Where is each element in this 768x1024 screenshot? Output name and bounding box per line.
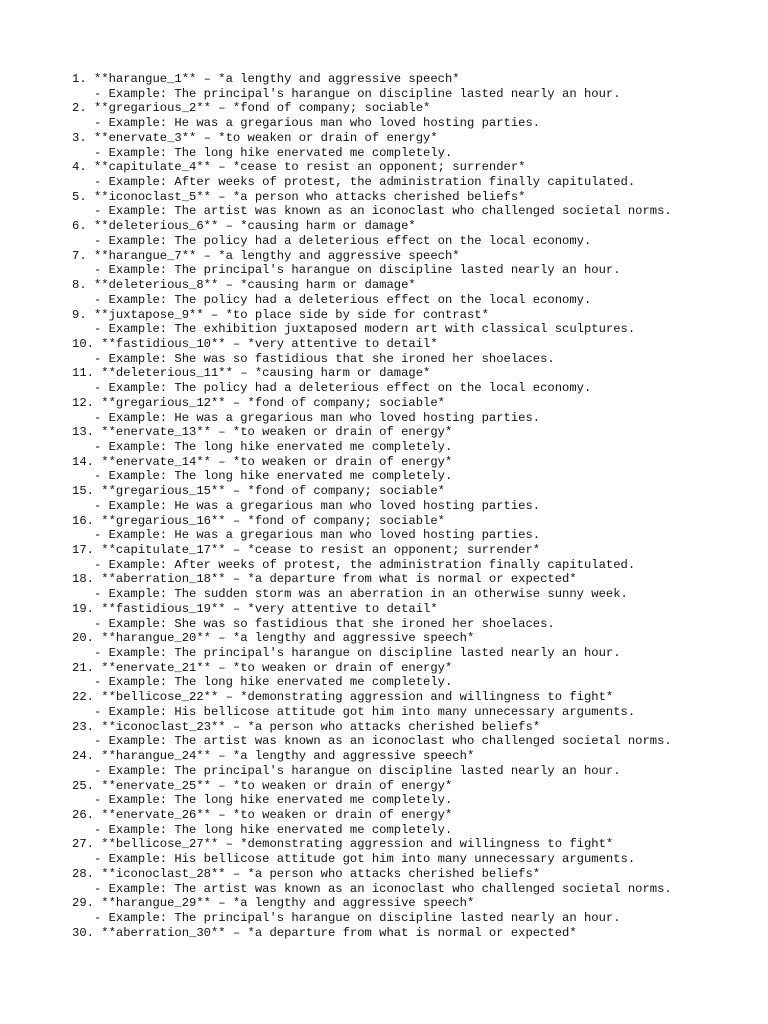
example-line: - Example: The artist was known as an iconoclast who challenged societal norms. bbox=[72, 734, 672, 749]
example-line: - Example: The exhibition juxtaposed modern art with classical sculptures. bbox=[72, 322, 636, 337]
example-line: - Example: He was a gregarious man who loved hosting parties. bbox=[72, 528, 541, 543]
term-line: 6. **deleterious_6** – *causing harm or damage* bbox=[72, 219, 416, 234]
example-line: - Example: The long hike enervated me completely. bbox=[72, 469, 453, 484]
term-line: 13. **enervate_13** – *to weaken or drain of energy* bbox=[72, 425, 453, 440]
example-line: - Example: After weeks of protest, the administration finally capitulated. bbox=[72, 557, 636, 572]
term-line: 15. **gregarious_15** – *fond of company; sociable* bbox=[72, 484, 445, 499]
term-line: 20. **harangue_20** – *a lengthy and aggressive speech* bbox=[72, 631, 475, 646]
term-line: 21. **enervate_21** – *to weaken or drain of energy* bbox=[72, 660, 453, 675]
term-line: 3. **enervate_3** – *to weaken or drain of energy* bbox=[72, 130, 438, 145]
term-line: 8. **deleterious_8** – *causing harm or damage* bbox=[72, 278, 416, 293]
example-line: - Example: The sudden storm was an aberration in an otherwise sunny week. bbox=[72, 587, 628, 602]
example-line: - Example: His bellicose attitude got him into many unnecessary arguments. bbox=[72, 852, 636, 867]
term-line: 7. **harangue_7** – *a lengthy and aggressive speech* bbox=[72, 248, 460, 263]
example-line: - Example: She was so fastidious that she ironed her shoelaces. bbox=[72, 351, 555, 366]
term-line: 25. **enervate_25** – *to weaken or drain of energy* bbox=[72, 778, 453, 793]
term-line: 18. **aberration_18** – *a departure from what is normal or expected* bbox=[72, 572, 577, 587]
example-line: - Example: The policy had a deleterious effect on the local economy. bbox=[72, 233, 592, 248]
term-line: 14. **enervate_14** – *to weaken or drain of energy* bbox=[72, 454, 453, 469]
term-line: 23. **iconoclast_23** – *a person who attacks cherished beliefs* bbox=[72, 719, 541, 734]
term-line: 5. **iconoclast_5** – *a person who attacks cherished beliefs* bbox=[72, 189, 526, 204]
term-line: 2. **gregarious_2** – *fond of company; sociable* bbox=[72, 101, 431, 116]
example-line: - Example: The artist was known as an iconoclast who challenged societal norms. bbox=[72, 881, 672, 896]
term-line: 9. **juxtapose_9** – *to place side by side for contrast* bbox=[72, 307, 489, 322]
example-line: - Example: The principal's harangue on discipline lasted nearly an hour. bbox=[72, 763, 621, 778]
example-line: - Example: He was a gregarious man who loved hosting parties. bbox=[72, 116, 541, 131]
example-line: - Example: The long hike enervated me completely. bbox=[72, 675, 453, 690]
term-line: 22. **bellicose_22** – *demonstrating aggression and willingness to fight* bbox=[72, 690, 614, 705]
example-line: - Example: The principal's harangue on discipline lasted nearly an hour. bbox=[72, 86, 621, 101]
example-line: - Example: The long hike enervated me completely. bbox=[72, 793, 453, 808]
example-line: - Example: The principal's harangue on discipline lasted nearly an hour. bbox=[72, 646, 621, 661]
term-line: 4. **capitulate_4** – *cease to resist an opponent; surrender* bbox=[72, 160, 526, 175]
example-line: - Example: The policy had a deleterious effect on the local economy. bbox=[72, 292, 592, 307]
term-line: 19. **fastidious_19** – *very attentive to detail* bbox=[72, 601, 438, 616]
example-line: - Example: He was a gregarious man who loved hosting parties. bbox=[72, 498, 541, 513]
term-line: 26. **enervate_26** – *to weaken or drain of energy* bbox=[72, 807, 453, 822]
term-line: 17. **capitulate_17** – *cease to resist an opponent; surrender* bbox=[72, 543, 541, 557]
term-line: 16. **gregarious_16** – *fond of company; sociable* bbox=[72, 513, 445, 528]
example-line: - Example: The principal's harangue on discipline lasted nearly an hour. bbox=[72, 910, 621, 925]
term-line: 11. **deleterious_11** – *causing harm or damage* bbox=[72, 366, 431, 381]
example-line: - Example: The long hike enervated me completely. bbox=[72, 439, 453, 454]
term-line: 27. **bellicose_27** – *demonstrating aggression and willingness to fight* bbox=[72, 837, 614, 852]
vocabulary-list bbox=[72, 72, 732, 940]
term-line: 28. **iconoclast_28** – *a person who attacks cherished beliefs* bbox=[72, 866, 541, 881]
example-line: - Example: He was a gregarious man who loved hosting parties. bbox=[72, 410, 541, 425]
example-line: - Example: The policy had a deleterious effect on the local economy. bbox=[72, 381, 592, 396]
term-line: 10. **fastidious_10** – *very attentive to detail* bbox=[72, 336, 438, 351]
example-line: - Example: The artist was known as an iconoclast who challenged societal norms. bbox=[72, 204, 672, 219]
example-line: - Example: The long hike enervated me completely. bbox=[72, 822, 453, 837]
example-line: - Example: After weeks of protest, the administration finally capitulated. bbox=[72, 175, 636, 190]
term-line: 30. **aberration_30** – *a departure from what is normal or expected* bbox=[72, 925, 577, 940]
example-line: - Example: The long hike enervated me completely. bbox=[72, 145, 453, 160]
term-line: 29. **harangue_29** – *a lengthy and aggressive speech* bbox=[72, 896, 475, 911]
example-line: - Example: The principal's harangue on discipline lasted nearly an hour. bbox=[72, 263, 621, 278]
example-line: - Example: She was so fastidious that she ironed her shoelaces. bbox=[72, 616, 555, 631]
term-line: 12. **gregarious_12** – *fond of company; sociable* bbox=[72, 395, 445, 410]
term-line: 24. **harangue_24** – *a lengthy and aggressive speech* bbox=[72, 749, 475, 764]
term-line: 1. **harangue_1** – *a lengthy and aggressive speech* bbox=[72, 72, 460, 86]
example-line: - Example: His bellicose attitude got him into many unnecessary arguments. bbox=[72, 704, 636, 719]
